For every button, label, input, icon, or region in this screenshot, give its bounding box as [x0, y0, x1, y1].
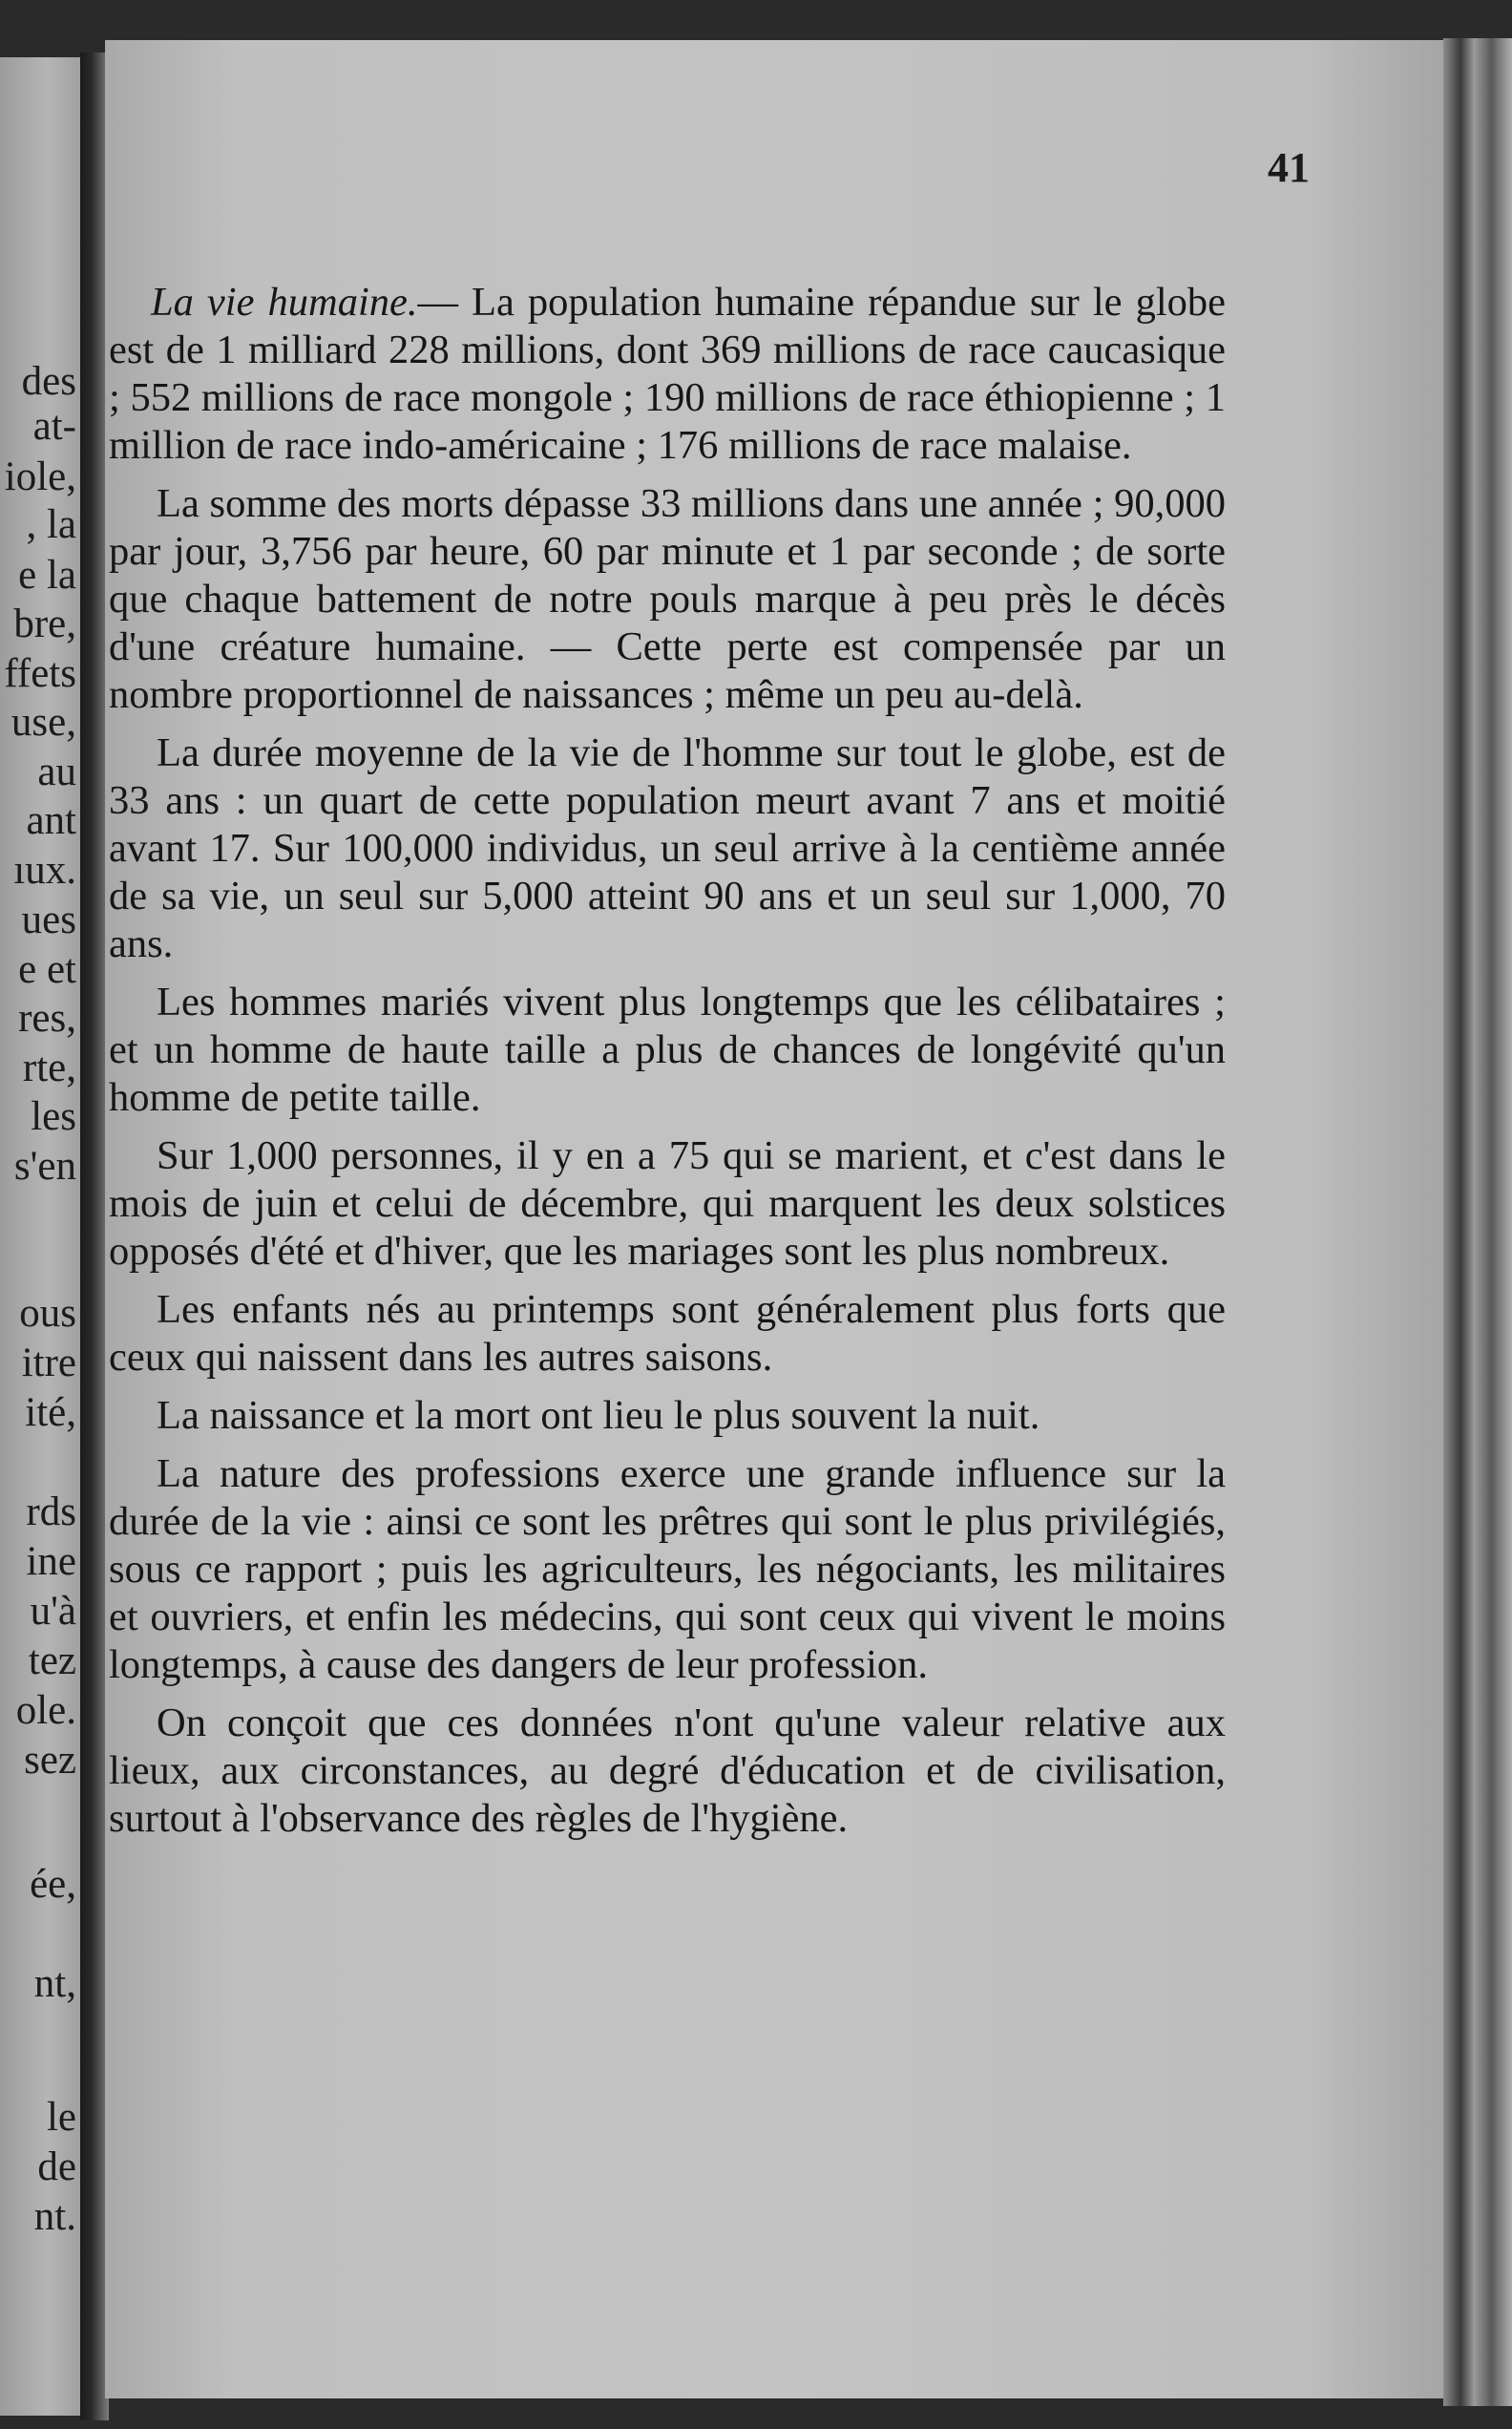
facing-line: nt, — [33, 1961, 76, 2006]
paragraph: La naissance et la mort ont lieu le plus souvent la nuit. — [157, 1393, 1040, 1438]
facing-line: tez — [28, 1638, 76, 1683]
paragraph: La nature des professions exerce une grande influence sur la durée de la vie : ainsi ce sont les prêtres qui sont le plus privilégiés, sous ce rapport ; puis les agriculteurs, les négociants, les militaires et ouvriers, et enfin les médecins, qui sont ceux qui vivent le moins longtemps, à cause des dangers de leur profession. — [109, 1451, 1226, 1687]
facing-line: ffets — [4, 651, 76, 696]
facing-line: itre — [21, 1341, 76, 1385]
facing-line: ole. — [15, 1688, 76, 1733]
facing-page-fragment — [0, 57, 80, 2416]
facing-line: le — [46, 2095, 76, 2140]
facing-line: , la — [26, 502, 76, 547]
facing-line: use, — [10, 700, 76, 745]
facing-line: iole, — [4, 454, 76, 499]
facing-line: rds — [26, 1489, 76, 1534]
facing-line: des — [21, 359, 76, 404]
paragraph: Les hommes mariés vivent plus longtemps que les célibataires ; et un homme de haute taille a plus de chances de longévité qu'un homme de petite taille. — [109, 980, 1226, 1120]
section-title: La vie humaine. — [151, 280, 418, 325]
page-edge-stack — [1443, 38, 1512, 2406]
facing-line: bre, — [13, 602, 76, 646]
paragraph-text: — La population humaine répandue sur le globe est de 1 milliard 228 millions, dont 369 millions de race caucasique ; 552 millions de race mongole ; 190 millions de race éthiopienne ; 1 million de race indo-américaine ; 176 millions de race malaise. — [109, 280, 1226, 468]
paragraph: La durée moyenne de la vie de l'homme sur tout le globe, est de 33 ans : un quart de cette population meurt avant 7 ans et moitié avant 17. Sur 100,000 individus, un seul arrive à la centième année de sa vie, un seul sur 5,000 atteint 90 ans et un seul sur 1,000, 70 ans. — [109, 730, 1226, 966]
facing-line: ous — [19, 1291, 76, 1336]
facing-line: ée, — [30, 1862, 76, 1907]
facing-line: s'en — [13, 1144, 76, 1189]
facing-line: de — [37, 2144, 76, 2189]
facing-line: au — [37, 750, 76, 794]
paragraph: On conçoit que ces données n'ont qu'une valeur relative aux lieux, aux circonstances, au degré d'éducation et de civilisation, surtout à l'observance des règles de l'hygiène. — [109, 1700, 1226, 1841]
page-number: 41 — [1268, 144, 1310, 191]
facing-line: ine — [26, 1539, 76, 1584]
facing-line: ant — [26, 798, 76, 843]
facing-line: ité, — [25, 1390, 76, 1435]
facing-line: nt. — [33, 2194, 76, 2239]
paragraph: Les enfants nés au printemps sont généralement plus forts que ceux qui naissent dans les autres saisons. — [109, 1287, 1226, 1380]
facing-line: ıux. — [13, 848, 76, 893]
facing-line: e la — [18, 553, 76, 598]
facing-line: res, — [18, 996, 76, 1041]
facing-line: e et — [18, 947, 76, 992]
facing-line: les — [31, 1094, 76, 1139]
paragraph: Sur 1,000 personnes, il y en a 75 qui se marient, et c'est dans le mois de juin et celui de décembre, qui marquent les deux solstices opposés d'été et d'hiver, que les mariages sont les plus nombreux. — [109, 1133, 1226, 1274]
paragraph — [109, 279, 1226, 470]
facing-line: sez — [24, 1738, 76, 1783]
book-page — [105, 40, 1443, 2398]
facing-line: u'à — [30, 1589, 76, 1634]
facing-line: rte, — [22, 1046, 76, 1090]
paragraph: La somme des morts dépasse 33 millions dans une année ; 90,000 par jour, 3,756 par heure, 60 par minute et 1 par seconde ; de sorte que chaque battement de notre pouls marque à peu près le décès d'une créature humaine. — Cette perte est compensée par un nombre proportionnel de naissances ; même un peu au-delà. — [109, 481, 1226, 717]
page-body — [105, 279, 1226, 1853]
facing-line: at- — [32, 404, 76, 449]
facing-line: ues — [21, 898, 76, 942]
